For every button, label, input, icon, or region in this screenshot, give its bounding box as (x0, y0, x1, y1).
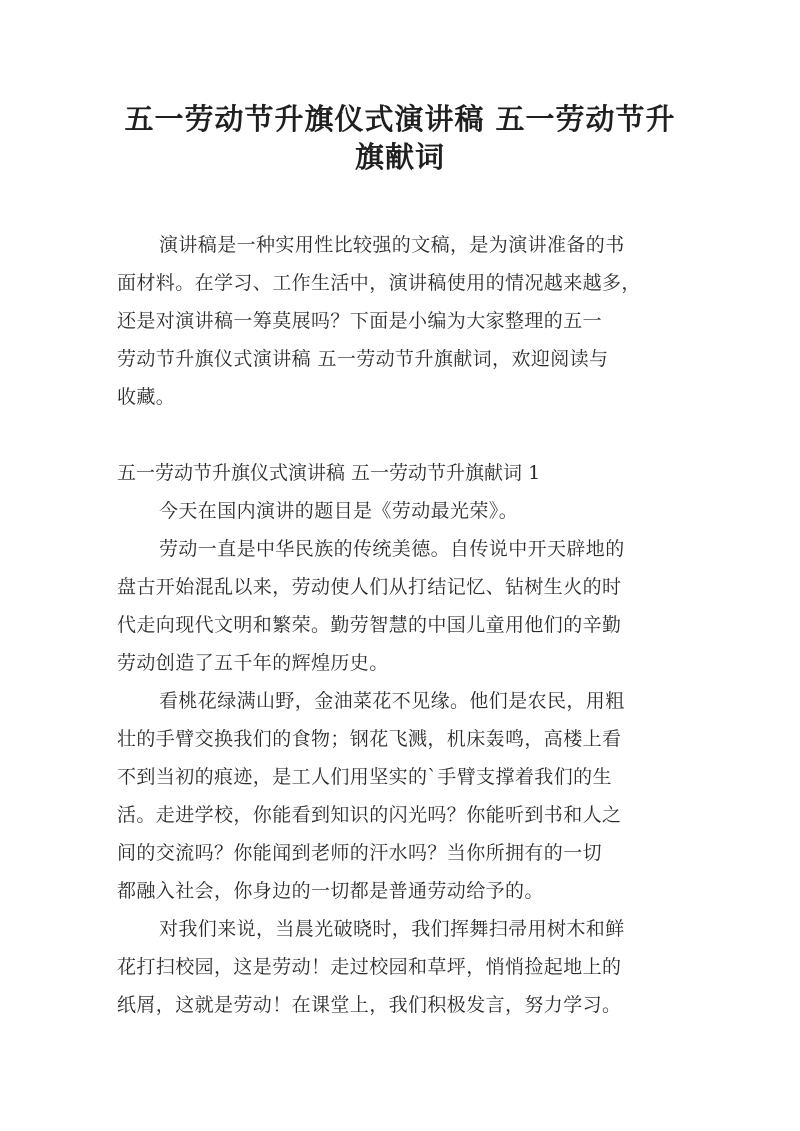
paragraph-3-line-5: 间的交流吗？你能闻到老师的汗水吗？当你所拥有的一切 (117, 842, 603, 864)
paragraph-2-line-2: 盘古开始混乱以来，劳动使人们从打结记忆、钻树生火的时 (117, 576, 622, 598)
paragraph-3-line-2: 壮的手臂交换我们的食物；钢花飞溅，机床轰鸣，高楼上看 (117, 728, 622, 750)
document-title (110, 96, 690, 172)
intro-line-3: 还是对演讲稿一筹莫展吗？下面是小编为大家整理的五一 (117, 310, 603, 332)
paragraph-2-line-1: 劳动一直是中华民族的传统美德。自传说中开天辟地的 (159, 538, 625, 560)
title-line-1: 五一劳动节升旗仪式演讲稿 五一劳动节升 (124, 102, 676, 136)
paragraph-3-line-6: 都融入社会，你身边的一切都是普通劳动给予的。 (117, 880, 544, 902)
paragraph-4-line-2: 花打扫校园，这是劳动！走过校园和草坪，悄悄捡起地上的 (117, 956, 622, 978)
paragraph-3-line-1: 看桃花绿满山野，金油菜花不见缘。他们是农民，用粗 (159, 690, 625, 712)
paragraph-2-line-4: 劳动创造了五千年的辉煌历史。 (117, 652, 389, 674)
intro-line-1: 演讲稿是一种实用性比较强的文稿，是为演讲准备的书 (159, 234, 625, 256)
paragraph-3 (117, 682, 683, 910)
intro-line-4: 劳动节升旗仪式演讲稿 五一劳动节升旗献词，欢迎阅读与 (117, 348, 609, 370)
intro-paragraph (117, 226, 683, 416)
intro-line-2: 面材料。在学习、工作生活中，演讲稿使用的情况越来越多， (117, 272, 641, 294)
section-heading: 五一劳动节升旗仪式演讲稿 五一劳动节升旗献词 1 (117, 462, 541, 484)
paragraph-3-line-3: 不到当初的痕迹，是工人们用坚实的`手臂支撑着我们的生 (117, 766, 612, 788)
paragraph-2 (117, 530, 683, 682)
paragraph-1-line-1: 今天在国内演讲的题目是《劳动最光荣》。 (159, 500, 519, 522)
paragraph-4 (117, 910, 683, 1024)
paragraph-4-line-1: 对我们来说，当晨光破晓时，我们挥舞扫帚用树木和鲜 (159, 918, 625, 940)
paragraph-2-line-3: 代走向现代文明和繁荣。勤劳智慧的中国儿童用他们的辛勤 (117, 614, 622, 636)
paragraph-4-line-3: 纸屑，这就是劳动！在课堂上，我们积极发言，努力学习。 (117, 994, 622, 1016)
paragraph-1 (117, 492, 683, 530)
intro-line-5: 收藏。 (117, 386, 176, 408)
title-line-2: 旗献词 (354, 140, 445, 174)
paragraph-3-line-4: 活。走进学校，你能看到知识的闪光吗？你能听到书和人之 (117, 804, 622, 826)
